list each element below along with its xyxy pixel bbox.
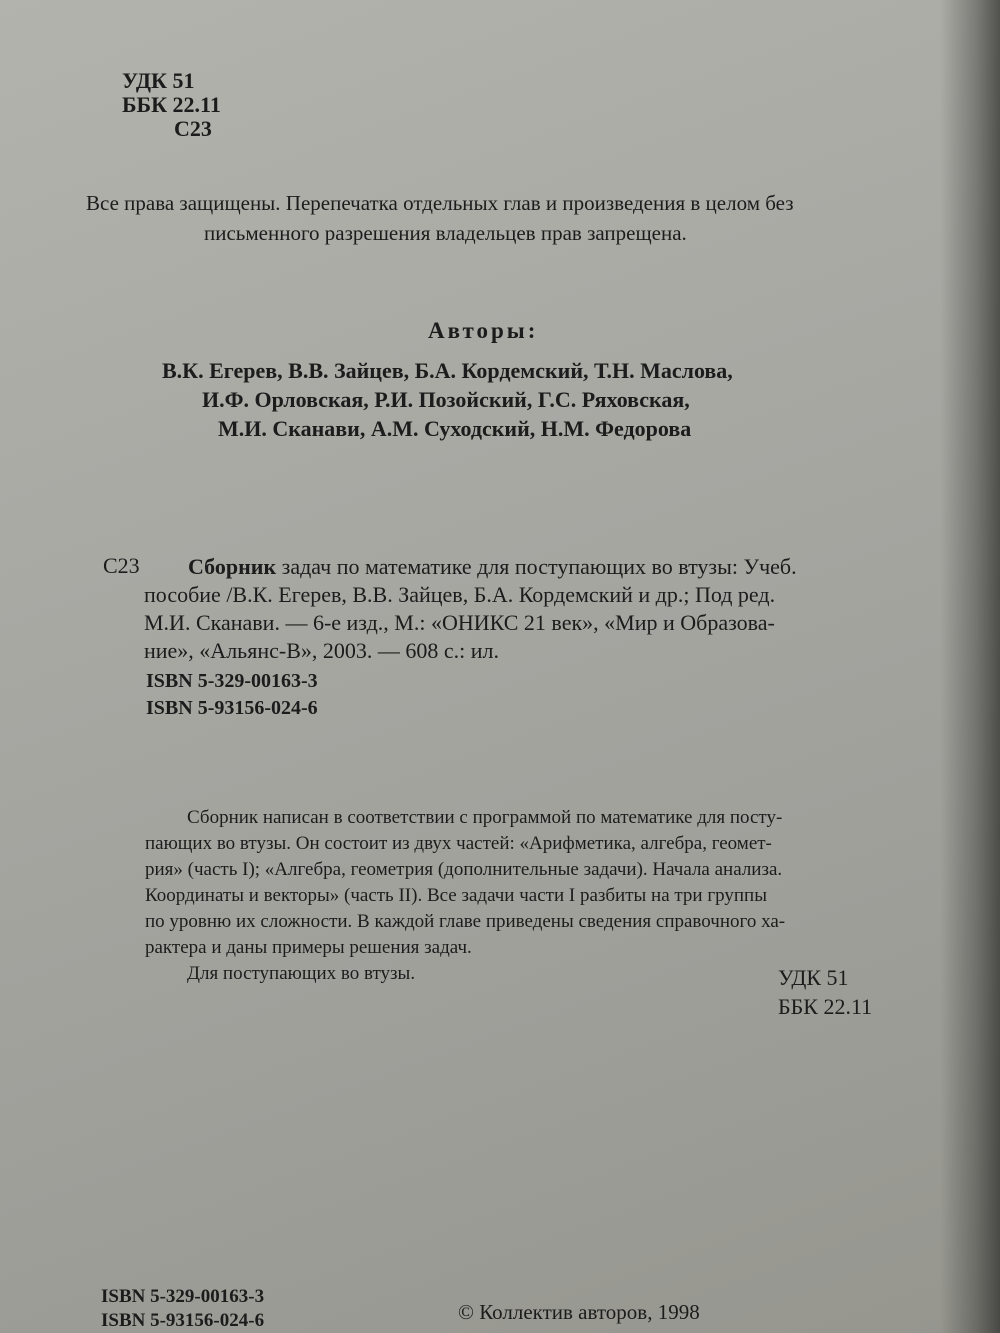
reference-line: [188, 553, 797, 581]
classification-codes-bottom: [778, 963, 872, 1021]
authors-list: [162, 356, 733, 443]
udk-code: УДК 51: [778, 965, 849, 990]
bibliographic-reference: [144, 553, 797, 665]
author-mark: С23: [174, 116, 212, 141]
abstract-line: Координаты и векторы» (часть II). Все задачи части I разбиты на три группы: [145, 885, 767, 906]
udk-code: УДК 51: [122, 68, 195, 93]
authors-line: И.Ф. Орловская, Р.И. Позойский, Г.С. Ряховская,: [202, 387, 690, 412]
audience-line: Для поступающих во втузы.: [187, 963, 416, 984]
abstract: [145, 805, 785, 987]
abstract-line: рактера и даны примеры решения задач.: [145, 937, 472, 958]
isbn-block-bottom: [101, 1285, 264, 1333]
isbn-line: ISBN 5-93156-024-6: [101, 1310, 265, 1331]
reference-line: ние», «Альянс-В», 2003. — 608 с.: ил.: [144, 638, 499, 663]
rights-line-1: Все права защищены. Перепечатка отдельных глав и произведения в целом без: [86, 191, 794, 215]
classification-codes-top: [122, 68, 221, 140]
bbk-code: ББК 22.11: [778, 994, 873, 1019]
copyright-notice: © Коллектив авторов, 1998: [458, 1300, 700, 1324]
reference-line: М.И. Сканави. — 6-е изд., М.: «ОНИКС 21 век», «Мир и Образова-: [144, 610, 775, 635]
rights-notice: [86, 188, 794, 248]
authors-line: М.И. Сканави, А.М. Суходский, Н.М. Федорова: [218, 416, 692, 441]
abstract-line: Сборник написан в соответствии с программой по математике для посту-: [187, 807, 783, 828]
abstract-line: пающих во втузы. Он состоит из двух частей: «Арифметика, алгебра, геомет-: [145, 833, 772, 854]
page-edge-shadow: [940, 0, 1000, 1333]
reference-line: пособие /В.К. Егерев, В.В. Зайцев, Б.А. Кордемский и др.; Под ред.: [144, 582, 776, 607]
bbk-code: ББК 22.11: [122, 92, 221, 117]
abstract-line: рия» (часть I); «Алгебра, геометрия (дополнительные задачи). Начала анализа.: [145, 859, 783, 880]
abstract-line: по уровню их сложности. В каждой главе приведены сведения справочного ха-: [145, 911, 786, 932]
isbn-line: ISBN 5-329-00163-3: [146, 670, 318, 692]
reference-code: С23: [103, 553, 140, 578]
authors-heading: Авторы:: [428, 318, 539, 343]
isbn-line: ISBN 5-329-00163-3: [101, 1286, 265, 1307]
reference-title-bold: Сборник: [188, 554, 277, 579]
authors-line: В.К. Егерев, В.В. Зайцев, Б.А. Кордемский, Т.Н. Маслова,: [162, 358, 733, 383]
isbn-line: ISBN 5-93156-024-6: [146, 697, 318, 719]
isbn-block: [146, 668, 318, 722]
rights-line-2: письменного разрешения владельцев прав запрещена.: [204, 221, 687, 245]
reference-line-1-rest: задач по математике для поступающих во втузы: Учеб.: [276, 554, 797, 579]
